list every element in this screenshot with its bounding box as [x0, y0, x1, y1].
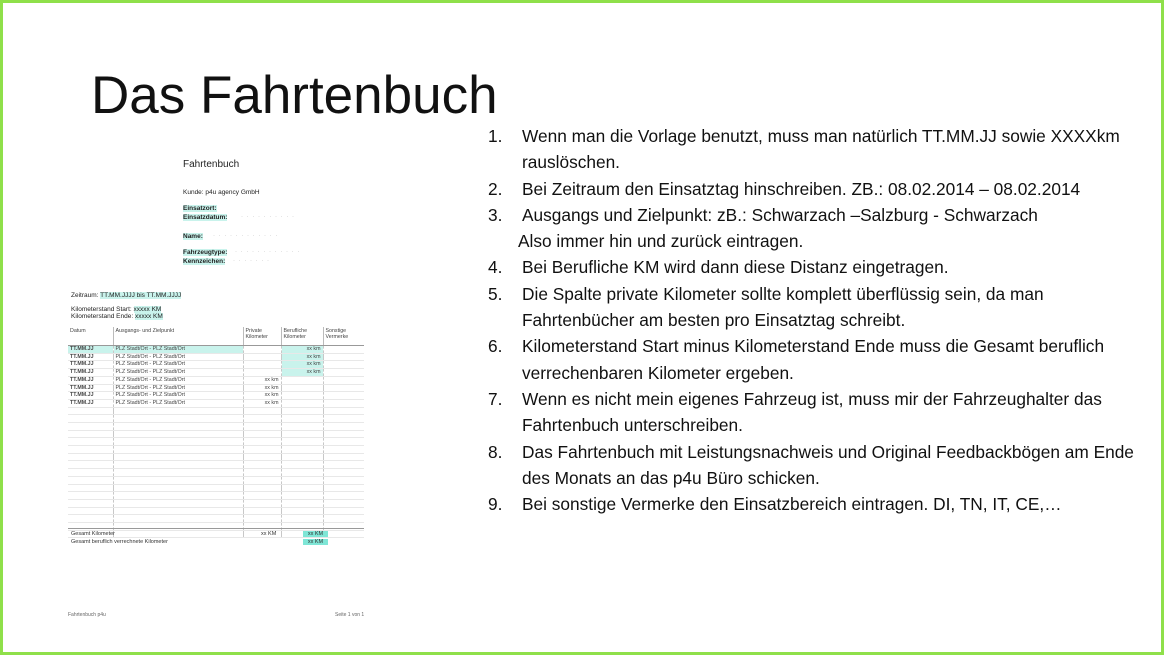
instruction-text: Also immer hin und zurück eintragen. [518, 231, 804, 252]
instruction-item [488, 281, 1158, 334]
instruction-text: Die Spalte private Kilometer sollte komplett überflüssig sein, da man Fahrtenbücher am besten pro Einsatztag schreibt. [522, 283, 1044, 331]
empty-cell [323, 499, 364, 507]
row-date: TT.MM.JJ [68, 369, 113, 377]
table-row-empty [68, 423, 364, 431]
empty-cell [243, 469, 281, 477]
empty-cell [323, 461, 364, 469]
empty-cell [113, 430, 243, 438]
empty-cell [281, 499, 323, 507]
form-title: Fahrtenbuch [183, 159, 240, 170]
empty-cell [113, 423, 243, 431]
row-date: TT.MM.JJ [68, 353, 113, 361]
empty-cell [68, 461, 113, 469]
instruction-item [488, 333, 1158, 386]
empty-cell [323, 484, 364, 492]
instruction-number: 2. [488, 178, 503, 199]
instruction-list [488, 123, 1158, 517]
empty-cell [68, 492, 113, 500]
row-note [323, 399, 364, 407]
empty-cell [243, 499, 281, 507]
table-row-empty [68, 430, 364, 438]
table-row [68, 399, 364, 407]
empty-cell [281, 484, 323, 492]
row-private-km [243, 369, 281, 377]
empty-cell [323, 453, 364, 461]
row-private-km: xx km [243, 376, 281, 384]
row-date: TT.MM.JJ [68, 399, 113, 407]
row-route: PLZ Stadt/Ort - PLZ Stadt/Ort [113, 399, 243, 407]
empty-cell [113, 415, 243, 423]
empty-cell [243, 446, 281, 454]
gesamt-km-private: xx KM [261, 531, 277, 537]
empty-cell [243, 476, 281, 484]
instruction-text: Wenn man die Vorlage benutzt, muss man natürlich TT.MM.JJ sowie XXXXkm rauslöschen. [522, 126, 1120, 173]
empty-cell [243, 484, 281, 492]
instruction-item [488, 176, 1158, 202]
table-row-empty [68, 515, 364, 523]
row-note [323, 384, 364, 392]
empty-cell [323, 515, 364, 523]
empty-cell [323, 530, 364, 538]
empty-cell [281, 461, 323, 469]
row-note [323, 369, 364, 377]
empty-cell [243, 423, 281, 431]
form-kennzeichen-label: Kennzeichen: [183, 258, 226, 265]
gesamt-beruflich-label: Gesamt beruflich verrechnete Kilometer [71, 539, 168, 545]
empty-cell [68, 484, 113, 492]
table-row-empty [68, 415, 364, 423]
form-km-end [71, 313, 163, 320]
form-einsatzdatum-blur: · · · · · · · · · · [241, 214, 295, 220]
empty-cell [113, 446, 243, 454]
instruction-number: 1. [488, 126, 503, 146]
empty-cell [243, 430, 281, 438]
empty-cell [323, 476, 364, 484]
row-route: PLZ Stadt/Ort - PLZ Stadt/Ort [113, 361, 243, 369]
form-fahrzeugtype-blur: · · · · · · · · · · · · [235, 249, 301, 255]
empty-cell [68, 499, 113, 507]
empty-cell [68, 507, 113, 515]
form-km-start-value: xxxxx KM [133, 306, 162, 313]
empty-cell [323, 415, 364, 423]
table-row-empty [68, 484, 364, 492]
row-private-km [243, 346, 281, 354]
instruction-item [488, 123, 1158, 176]
empty-cell [281, 430, 323, 438]
empty-cell [243, 461, 281, 469]
row-business-km: xx km [281, 361, 323, 369]
instruction-item [488, 254, 1158, 280]
row-business-km [281, 376, 323, 384]
empty-cell [243, 453, 281, 461]
form-customer-value: p4u agency GmbH [205, 189, 260, 196]
empty-cell [113, 407, 243, 415]
instruction-number: 8. [488, 441, 503, 462]
form-zeitraum-value: TT.MM.JJJJ bis TT.MM.JJJJ [100, 292, 182, 299]
row-route: PLZ Stadt/Ort - PLZ Stadt/Ort [113, 376, 243, 384]
empty-cell [281, 415, 323, 423]
empty-cell [113, 438, 243, 446]
empty-cell [243, 407, 281, 415]
row-route: PLZ Stadt/Ort - PLZ Stadt/Ort [113, 384, 243, 392]
empty-cell [323, 423, 364, 431]
row-business-km: xx km [281, 346, 323, 354]
empty-cell [68, 415, 113, 423]
instruction-text: Bei Zeitraum den Einsatztag hinschreiben. ZB.: 08.02.2014 – 08.02.2014 [522, 178, 1081, 199]
empty-cell [281, 469, 323, 477]
instruction-number: 6. [488, 336, 503, 357]
empty-cell [113, 515, 243, 523]
table-row-empty [68, 453, 364, 461]
instruction-number: 5. [488, 283, 503, 304]
col-header-datum: Datum [68, 327, 113, 346]
row-business-km [281, 399, 323, 407]
form-km-start-label: Kilometerstand Start: [71, 306, 132, 313]
row-route: PLZ Stadt/Ort - PLZ Stadt/Ort [113, 369, 243, 377]
empty-cell [243, 415, 281, 423]
table-row [68, 346, 364, 354]
form-zeitraum-label: Zeitraum: [71, 292, 99, 299]
gesamt-km-business: xx KM [303, 531, 328, 537]
instruction-item [488, 386, 1158, 439]
empty-cell [68, 430, 113, 438]
form-km-start [71, 306, 161, 313]
empty-cell [68, 515, 113, 523]
empty-cell [113, 469, 243, 477]
row-date: TT.MM.JJ [68, 346, 113, 354]
fahrtenbuch-form-image [63, 153, 383, 623]
instruction-text: Das Fahrtenbuch mit Leistungsnachweis und Original Feedbackbögen am Ende des Monats an das p4u Büro schicken. [522, 441, 1134, 488]
col-header-notes: Sonstige Vermerke [323, 327, 364, 346]
trip-table [68, 327, 364, 538]
instruction-number: 4. [488, 257, 503, 278]
table-row-empty [68, 492, 364, 500]
table-row [68, 369, 364, 377]
gesamt-km-label: Gesamt Kilometer [71, 531, 116, 537]
table-row [68, 376, 364, 384]
row-business-km: xx km [281, 369, 323, 377]
instruction-number: 7. [488, 388, 503, 409]
empty-cell [68, 446, 113, 454]
form-customer-label: Kunde: [183, 189, 204, 196]
instruction-text: Kilometerstand Start minus Kilometerstand Ende muss die Gesamt beruflich verrechenbaren Kilometer ergeben. [522, 336, 1105, 383]
row-private-km: xx km [243, 399, 281, 407]
empty-cell [323, 430, 364, 438]
row-date: TT.MM.JJ [68, 392, 113, 400]
row-note [323, 346, 364, 354]
instruction-number: 9. [488, 494, 503, 515]
table-row [68, 353, 364, 361]
form-name-label: Name: [183, 233, 203, 240]
empty-cell [68, 476, 113, 484]
row-private-km [243, 353, 281, 361]
row-business-km [281, 392, 323, 400]
instruction-number: 3. [488, 204, 503, 225]
empty-cell [68, 469, 113, 477]
form-km-end-value: xxxxx KM [134, 313, 163, 320]
empty-cell [281, 446, 323, 454]
empty-cell [113, 484, 243, 492]
empty-cell [323, 492, 364, 500]
empty-cell [323, 446, 364, 454]
table-row [68, 392, 364, 400]
empty-cell [243, 515, 281, 523]
table-row-empty [68, 446, 364, 454]
row-route: PLZ Stadt/Ort - PLZ Stadt/Ort [113, 353, 243, 361]
row-note [323, 392, 364, 400]
table-row [68, 361, 364, 369]
empty-cell [113, 492, 243, 500]
instruction-text: Wenn es nicht mein eigenes Fahrzeug ist, muss mir der Fahrzeughalter das Fahrtenbuch unterschreiben. [522, 388, 1102, 436]
empty-cell [113, 476, 243, 484]
slide-title: Das Fahrtenbuch [91, 66, 498, 125]
empty-cell [113, 530, 243, 538]
row-business-km: xx km [281, 353, 323, 361]
empty-cell [113, 461, 243, 469]
form-einsatzdatum-label: Einsatzdatum: [183, 214, 228, 221]
instruction-item [488, 202, 1158, 228]
col-header-business-km: Berufliche Kilometer [281, 327, 323, 346]
empty-cell [281, 407, 323, 415]
table-row-empty [68, 407, 364, 415]
row-business-km [281, 384, 323, 392]
form-einsatzort-label: Einsatzort: [183, 205, 217, 212]
empty-cell [68, 423, 113, 431]
empty-cell [68, 438, 113, 446]
row-date: TT.MM.JJ [68, 361, 113, 369]
table-row-empty [68, 476, 364, 484]
table-row-empty [68, 469, 364, 477]
instruction-item [488, 491, 1158, 517]
col-header-route: Ausgangs- und Zielpunkt [113, 327, 243, 346]
row-private-km [243, 361, 281, 369]
empty-cell [243, 507, 281, 515]
row-note [323, 353, 364, 361]
empty-cell [281, 507, 323, 515]
empty-cell [323, 507, 364, 515]
empty-cell [281, 423, 323, 431]
form-customer [183, 189, 260, 196]
row-private-km: xx km [243, 384, 281, 392]
empty-cell [113, 499, 243, 507]
row-date: TT.MM.JJ [68, 384, 113, 392]
table-row-empty [68, 438, 364, 446]
empty-cell [281, 492, 323, 500]
table-row [68, 384, 364, 392]
instruction-item [488, 439, 1158, 492]
row-route: PLZ Stadt/Ort - PLZ Stadt/Ort [113, 392, 243, 400]
empty-cell [281, 453, 323, 461]
row-private-km: xx km [243, 392, 281, 400]
trip-table-header [68, 327, 364, 346]
empty-cell [113, 453, 243, 461]
instruction-text: Bei Berufliche KM wird dann diese Distanz eingetragen. [522, 257, 949, 278]
table-row-empty [68, 461, 364, 469]
form-footer-right: Seite 1 von 1 [335, 612, 365, 618]
empty-cell [68, 407, 113, 415]
gesamt-beruflich-value: xx KM [303, 539, 328, 545]
form-footer-left: Fahrtenbuch p4u [68, 612, 106, 618]
form-name-blur: · · · · · · · · · · · · [213, 233, 279, 239]
form-km-end-label: Kilometerstand Ende: [71, 313, 134, 320]
table-row-empty [68, 507, 364, 515]
empty-cell [323, 438, 364, 446]
form-fahrzeugtype-label: Fahrzeugtype: [183, 249, 228, 256]
empty-cell [68, 453, 113, 461]
empty-cell [243, 492, 281, 500]
row-note [323, 376, 364, 384]
row-route: PLZ Stadt/Ort - PLZ Stadt/Ort [113, 346, 243, 354]
instruction-text: Ausgangs und Zielpunkt: zB.: Schwarzach –Salzburg - Schwarzach [522, 204, 1038, 225]
col-header-private-km: Private Kilometer [243, 327, 281, 346]
empty-cell [281, 438, 323, 446]
sum-divider [68, 528, 364, 529]
empty-cell [113, 507, 243, 515]
empty-cell [243, 438, 281, 446]
table-row-empty [68, 499, 364, 507]
empty-cell [281, 515, 323, 523]
form-kennzeichen-blur: · · · · · · · [233, 258, 270, 264]
instruction-item [488, 228, 1158, 254]
row-date: TT.MM.JJ [68, 376, 113, 384]
form-zeitraum [71, 292, 181, 299]
row-note [323, 361, 364, 369]
empty-cell [323, 407, 364, 415]
empty-cell [323, 469, 364, 477]
empty-cell [281, 476, 323, 484]
instruction-text: Bei sonstige Vermerke den Einsatzbereich eintragen. DI, TN, IT, CE,… [522, 494, 1062, 515]
